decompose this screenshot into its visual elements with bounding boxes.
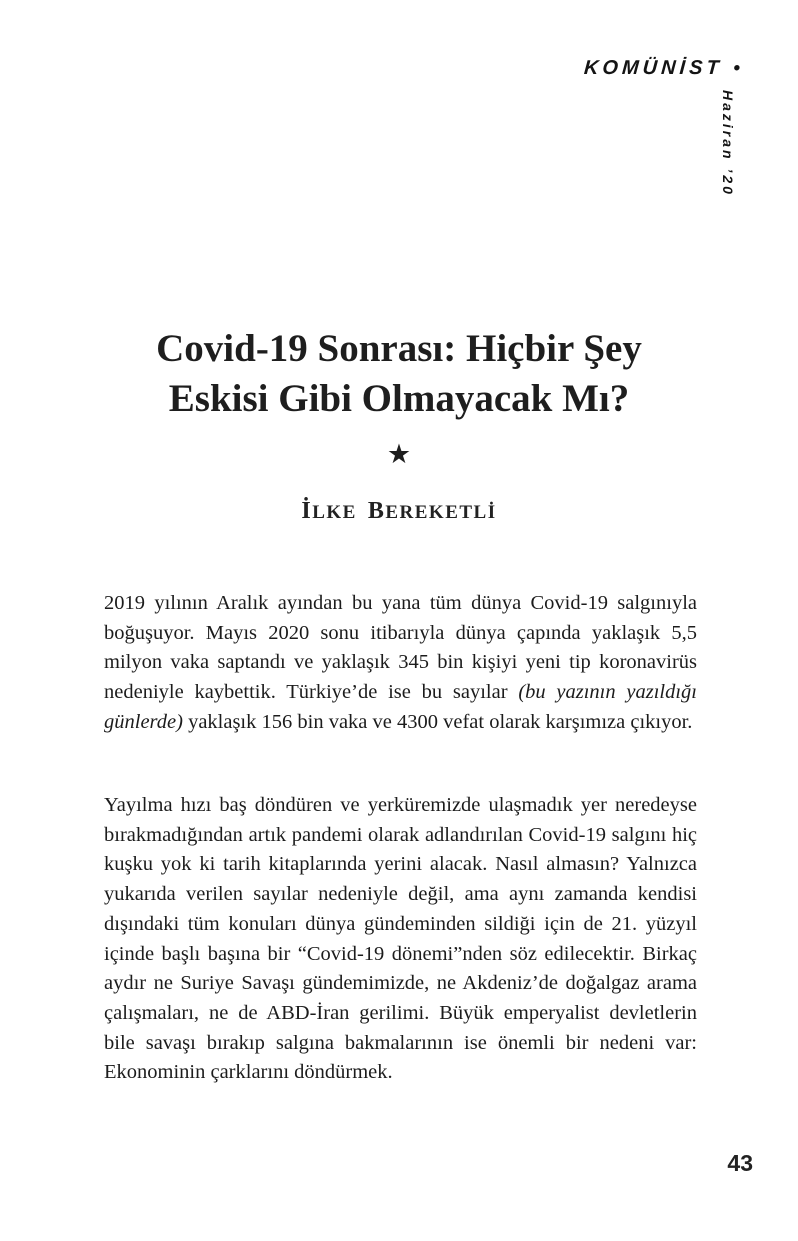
article-title-line-1: Covid-19 Sonrası: Hiçbir Şey [156,327,642,370]
paragraph-1 [104,589,697,738]
masthead-title: KOMÜNİST [583,57,724,79]
paragraph-1-text-end: yaklaşık 156 bin vaka ve 4300 vefat olarak karşımıza çıkıyor. [182,710,693,733]
author-name [0,498,798,525]
masthead [583,57,740,80]
paragraph-1-italic-note: (bu yazının yazıldığı günlerde) [104,681,697,733]
star-divider-icon: ★ [386,439,412,469]
paragraph-2: Yayılma hızı baş döndüren ve yerküremizde ulaşmadık yer neredeyse bırakmadığından artık pandemi olarak adlandırılan Covid-19 salgını hiç kuşku yok ki tarih kitaplarında yerini alacak. Nasıl almasın? Yalnızca yukarıda verilen sayılar nedeniyle değil, ama aynı zamanda kendisi dışındaki tüm konuları dünya gündeminden sildiği için de 21. yüzyıl içinde başlı başına bir “Covid-19 dönemi”nden söz edilecektir. Birkaç aydır ne Suriye Savaşı gündemimizde, ne Akdeniz’de doğalgaz arama çalışmaları, ne de ABD-İran gerilimi. Büyük emperyalist devletlerin bile savaşı bırakıp salgına bakmalarının ise önemli bir nedeni var: Ekonominin çarklarını döndürmek. [104,794,697,1084]
article-title-line-2: Eskisi Gibi Olmayacak Mı? [168,377,630,420]
article-title [0,324,798,424]
author-last-name: BEREKETLİ [367,498,497,524]
issue-date-vertical: Haziran ’20 [720,90,736,197]
page-number: 43 [727,1150,753,1176]
author-first-name: İLKE [301,498,357,524]
paragraph-1-text-start: 2019 yılının Aralık ayından bu yana tüm dünya Covid-19 salgınıyla boğuşuyor. Mayıs 2020 sonu itibarıyla dünya çapında yaklaşık 5,5 milyon vaka saptandı ve yaklaşık 345 bin kişiyi yeni tip koronavirüs nedeniyle kaybettik. Türkiye’de ise bu sayılar [104,592,697,704]
masthead-bullet-icon: • [732,58,741,79]
